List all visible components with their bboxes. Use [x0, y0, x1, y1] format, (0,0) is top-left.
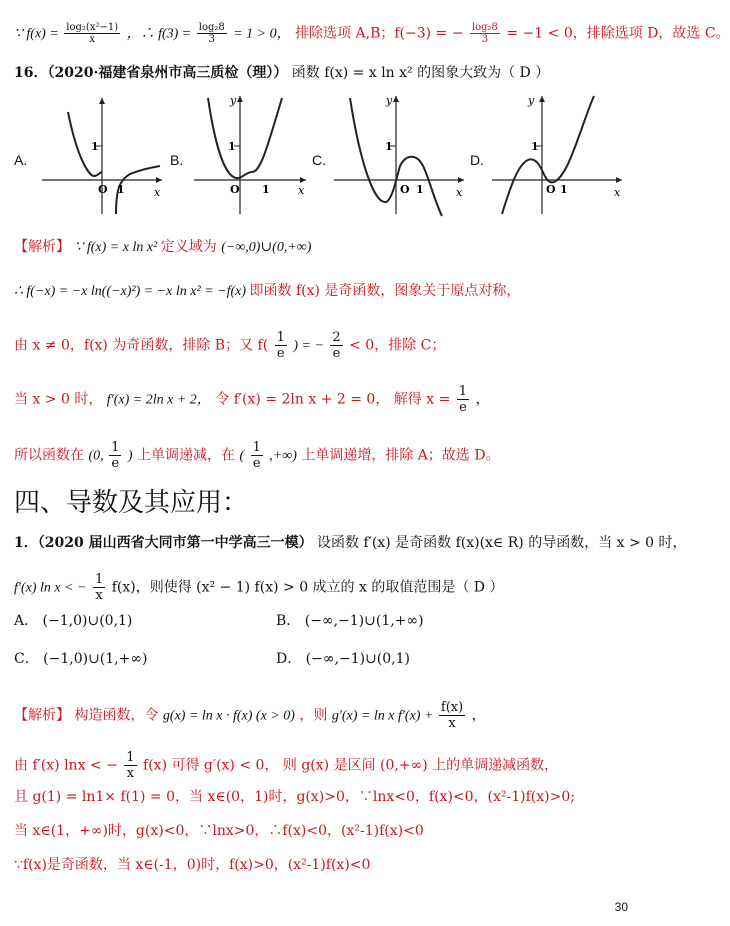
solution1-line5: ∵f(x)是奇函数，当 x∈(-1，0)时，f(x)>0，(x²-1)f(x)<0: [14, 857, 371, 873]
origin-label: O: [230, 183, 240, 196]
denominator: e: [111, 456, 120, 471]
formula: ,+∞): [269, 448, 297, 464]
option-b: B． (−∞,−1)∪(1,+∞): [276, 613, 424, 629]
denominator: x: [448, 716, 456, 731]
numerator: 1: [126, 750, 135, 765]
denominator: e: [276, 346, 285, 361]
text: ，: [475, 391, 490, 408]
denominator: x: [126, 766, 135, 781]
solution1-line3: 且 g(1) = ln1× f(1) = 0，当 x∈(0，1)时，g(x)>0，∵lnx<0，f(x)<0，(x²-1)f(x)>0;: [14, 789, 575, 805]
fraction: [124, 750, 136, 781]
text: 上单调递减，在: [136, 447, 240, 464]
fraction: [109, 440, 121, 471]
tick-1: 1: [385, 140, 393, 153]
numerator: log₂8: [198, 22, 225, 33]
fraction: [251, 440, 263, 471]
question-16: [14, 64, 549, 82]
origin-label: O: [546, 183, 556, 196]
numerator: 1: [252, 440, 261, 455]
solution16-line2: [14, 282, 520, 301]
graph-d: [488, 92, 628, 217]
text: 解得 x =: [393, 391, 455, 408]
denominator: 3: [208, 34, 215, 45]
section-heading: 四、导数及其应用：: [14, 488, 249, 518]
option-c: C． (−1,0)∪(1,+∞): [14, 651, 148, 667]
tick-1: 1: [228, 140, 236, 153]
fraction: [275, 330, 287, 361]
denominator: e: [332, 346, 341, 361]
text: ，则: [299, 707, 332, 724]
fraction: [439, 700, 465, 731]
formula: (0,: [88, 448, 108, 464]
numerator: 1: [276, 330, 285, 345]
text: 则 g(x) 是区间 (0,+∞) 上的单调递减函数，: [282, 757, 559, 774]
fraction: [93, 572, 105, 603]
fraction: [470, 22, 500, 45]
formula: (: [239, 448, 245, 464]
page-number: 30: [614, 900, 628, 914]
tick-1-x: 1: [117, 183, 125, 196]
numerator: log₂8: [471, 22, 498, 33]
option-a: A． (−1,0)∪(0,1): [14, 613, 133, 629]
formula: g(x) = ln x · f(x) (x > 0): [162, 708, 295, 724]
solution15-conclusion: [14, 22, 730, 45]
x-axis-label: x: [154, 186, 161, 199]
graph-c-label: C.: [312, 152, 326, 168]
denominator: e: [459, 400, 467, 415]
graph-a: [38, 92, 168, 217]
question-1-line2: [14, 572, 503, 603]
denominator: x: [89, 34, 96, 45]
solution16-line1: [14, 238, 311, 257]
origin-label: O: [400, 183, 410, 196]
numerator: 1: [94, 572, 104, 587]
formula: (−∞,0)∪(0,+∞): [221, 240, 312, 255]
denominator: 3: [481, 34, 489, 45]
graph-a-label: A.: [14, 152, 28, 168]
formula: ∵ f(x) = x ln x²: [74, 240, 161, 255]
origin-label: O: [98, 183, 108, 196]
text: ∵ f(x) =: [14, 26, 63, 42]
solution16-line5: [14, 440, 500, 471]
numerator: 1: [111, 440, 120, 455]
text: 所以函数在: [14, 447, 89, 464]
numerator: 2: [332, 330, 341, 345]
x-axis-label: x: [298, 184, 305, 197]
question-text: 设函数 f′(x) 是奇函数 f(x)(x∈ R) 的导函数，当 x > 0 时，: [317, 535, 687, 551]
formula: ∴ f(−x) = −x ln((−x)²) = −x ln x² = −f(x): [14, 284, 250, 299]
question-header: 1．（2020 届山西省大同市第一中学高三一模）: [14, 535, 313, 551]
y-axis-label: y: [528, 94, 535, 107]
question-1-line1: [14, 534, 687, 552]
solution1-line2: [14, 750, 558, 781]
text: < 0，排除 C；: [349, 337, 446, 354]
analysis-tag: 【解析】: [14, 239, 70, 255]
x-axis-label: x: [456, 186, 463, 199]
x-axis-label: x: [614, 186, 621, 199]
tick-1-x: 1: [416, 183, 424, 196]
formula: ): [127, 448, 133, 464]
solution1-line4: 当 x∈(1，+∞)时，g(x)<0，∵lnx>0，∴f(x)<0，(x²-1)f(x)<0: [14, 823, 424, 839]
denominator: x: [95, 588, 103, 603]
text: f(x)，则使得 (x² − 1) f(x) > 0 成立的 x 的取值范围是（ D ）: [111, 579, 504, 596]
tick-1: 1: [91, 140, 99, 153]
formula: g′(x) = ln x f′(x) +: [331, 708, 437, 724]
graph-b: [190, 92, 310, 217]
fraction: [457, 384, 469, 415]
text: 即函数 f(x) 是奇函数，图象关于原点对称，: [249, 283, 521, 299]
text: ，: [471, 707, 486, 724]
text: 为奇函数，排除 B；又 f(: [112, 337, 269, 354]
graph-d-label: D.: [470, 152, 484, 168]
text: 由 f′(x) lnx < −: [14, 757, 118, 774]
text: 当 x > 0 时，: [14, 391, 103, 408]
text: 由 x ≠ 0，f(x): [14, 337, 113, 354]
formula: ) = −: [293, 338, 324, 354]
y-axis-label: y: [386, 94, 393, 107]
denominator: e: [252, 456, 261, 471]
text: = 1 > 0，: [233, 26, 291, 42]
option-d: D． (−∞,−1)∪(0,1): [276, 651, 410, 667]
numerator: 1: [458, 384, 468, 399]
numerator: log₂(x²−1): [66, 22, 119, 33]
text: 上单调递增，排除 A；故选 D。: [301, 447, 500, 464]
tick-1-x: 1: [262, 183, 270, 196]
text: f(x) 可得 g′(x) < 0，: [143, 757, 279, 774]
numerator: f(x): [440, 700, 464, 715]
tick-1: 1: [531, 140, 539, 153]
analysis-tag: 【解析】: [14, 707, 70, 724]
text: 定义域为: [160, 239, 217, 255]
graph-b-label: B.: [170, 152, 184, 168]
text: 排除选项 A,B；f(−3) = −: [295, 25, 464, 42]
text: = −1 < 0，排除选项 D，故选 C。: [506, 25, 730, 42]
graph-c: [330, 92, 470, 217]
solution16-line3: [14, 330, 445, 361]
question-text: 函数 f(x) = x ln x² 的图象大致为（ D ）: [291, 65, 550, 81]
fraction: [330, 330, 342, 361]
text: 令 f′(x) = 2ln x + 2 = 0，: [215, 391, 390, 408]
solution1-line1: [14, 700, 486, 731]
tick-1-x: 1: [560, 183, 568, 196]
solution16-line4: [14, 384, 490, 415]
y-axis-label: y: [230, 94, 237, 107]
question-header: 16．（2020·福建省泉州市高三质检（理））: [14, 65, 288, 81]
fraction: [64, 22, 120, 45]
text: ，∴ f(3) =: [126, 26, 195, 42]
formula: f′(x) ln x < −: [14, 580, 87, 596]
fraction: [197, 22, 227, 45]
formula: f′(x) = 2ln x + 2，: [106, 392, 211, 408]
text: 构造函数，令: [74, 707, 163, 724]
